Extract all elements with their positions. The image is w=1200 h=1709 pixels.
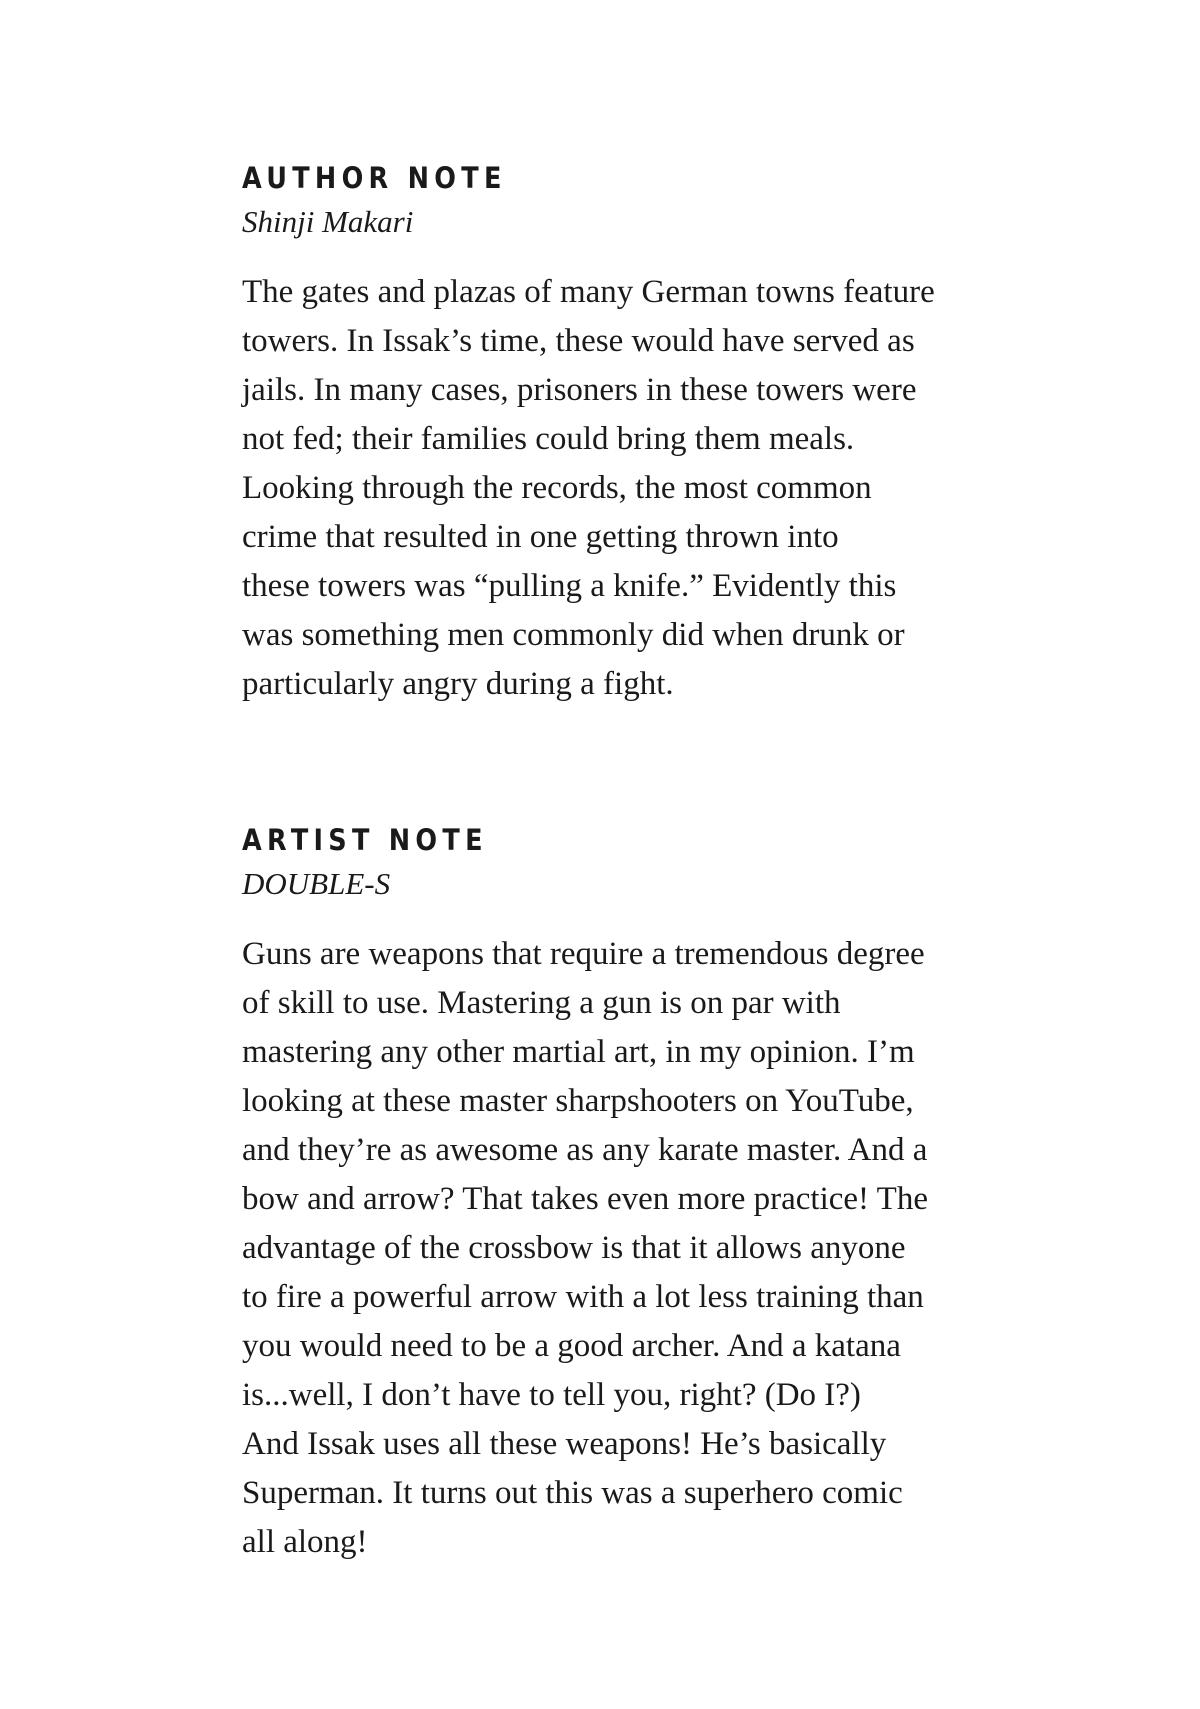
artist-note-line: you would need to be a good archer. And a katana: [242, 1328, 901, 1364]
artist-note-body: [242, 930, 962, 1567]
artist-name: DOUBLE-S: [242, 866, 391, 901]
artist-note-line: Superman. It turns out this was a superhero comic: [242, 1475, 903, 1511]
author-note-body: [242, 268, 962, 709]
artist-note-line: Guns are weapons that require a tremendous degree: [242, 936, 925, 972]
author-note-line: particularly angry during a fight.: [242, 666, 674, 702]
author-note-heading: AUTHOR NOTE: [242, 161, 507, 195]
author-note-line: crime that resulted in one getting thrown into: [242, 519, 839, 555]
artist-note-heading: ARTIST NOTE: [242, 823, 488, 857]
artist-note-line: and they’re as awesome as any karate master. And a: [242, 1132, 928, 1168]
author-note-line: Looking through the records, the most common: [242, 470, 872, 506]
author-note-line: these towers was “pulling a knife.” Evidently this: [242, 568, 897, 604]
artist-note-line: of skill to use. Mastering a gun is on par with: [242, 985, 841, 1021]
author-note-line: towers. In Issak’s time, these would have served as: [242, 323, 915, 359]
artist-note-line: looking at these master sharpshooters on YouTube,: [242, 1083, 914, 1119]
author-note-line: not fed; their families could bring them meals.: [242, 421, 855, 457]
artist-note-section: [242, 822, 962, 1567]
artist-note-line: mastering any other martial art, in my opinion. I’m: [242, 1034, 915, 1070]
artist-note-line: to fire a powerful arrow with a lot less training than: [242, 1279, 924, 1315]
artist-note-line: is...well, I don’t have to tell you, right? (Do I?): [242, 1377, 861, 1413]
artist-note-line: bow and arrow? That takes even more practice! The: [242, 1181, 928, 1217]
author-note-line: The gates and plazas of many German towns feature: [242, 274, 935, 310]
author-name: Shinji Makari: [242, 204, 414, 239]
author-note-section: [242, 160, 962, 709]
artist-note-line: And Issak uses all these weapons! He’s basically: [242, 1426, 887, 1462]
artist-note-line: all along!: [242, 1524, 368, 1560]
artist-note-line: advantage of the crossbow is that it allows anyone: [242, 1230, 906, 1266]
author-note-line: was something men commonly did when drunk or: [242, 617, 905, 653]
author-note-line: jails. In many cases, prisoners in these towers were: [242, 372, 917, 408]
